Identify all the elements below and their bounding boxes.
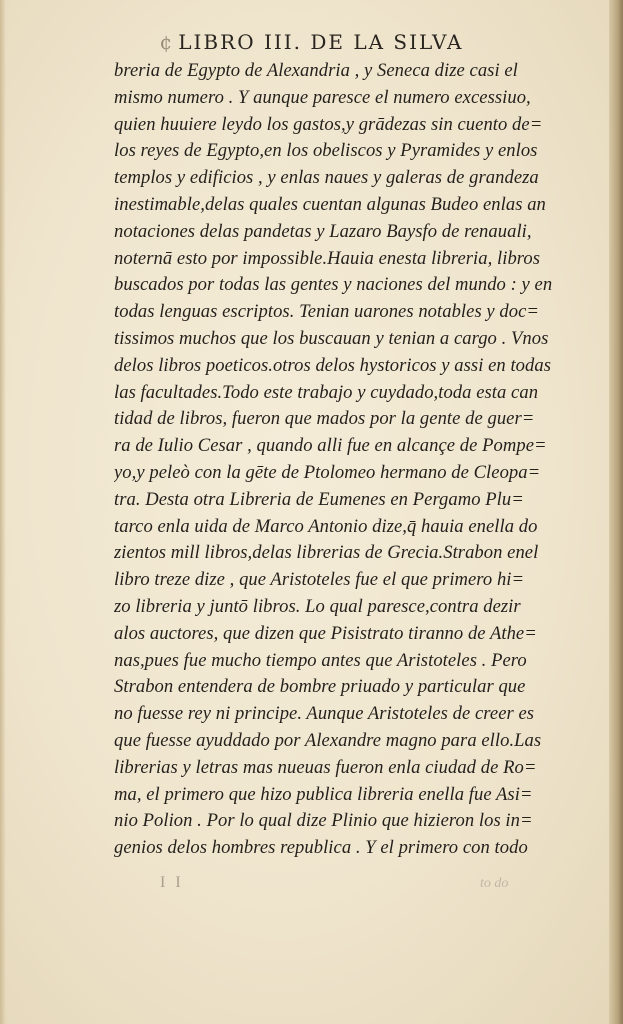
text-line: alos auctores, que dizen que Pisistrato tiranno de Athe= [114,622,537,644]
text-line: no fuesse rey ni principe. Aunque Aristoteles de creer es [114,703,535,725]
text-line: librerias y letras mas nueuas fueron enla ciudad de Ro= [114,756,537,778]
text-line: nas,pues fue mucho tiempo antes que Aristoteles . Pero [114,649,527,671]
page-binding-edge [609,0,623,1024]
text-line: zo libreria y juntō libros. Lo qual paresce,contra dezir [114,595,521,617]
text-line: que fuesse ayuddado por Alexandre magno para ello.Las [114,729,542,751]
text-line: quien huuiere leydo los gastos,y grādezas sin cuento de= [114,113,543,135]
running-head [0,30,623,54]
text-block [114,58,594,862]
text-line: buscados por todas las gentes y naciones del mundo : y en [114,274,553,296]
text-line: genios delos hombres republica . Y el primero con todo [114,837,528,859]
text-line: tarco enla uida de Marco Antonio dize,q̄ hauia enella do [114,515,538,537]
text-line: tra. Desta otra Libreria de Eumenes en Pergamo Plu= [114,488,524,510]
text-line: los reyes de Egypto,en los obeliscos y Pyramides y enlos [114,140,538,162]
text-line: tissimos muchos que los buscauan y tenian a cargo . Vnos [114,327,549,349]
text-line: noternā esto por impossible.Hauia enesta libreria, libros [114,247,541,269]
text-line: todas lenguas escriptos. Tenian uarones notables y doc= [114,301,540,323]
text-line: zientos mill libros,delas librerias de Grecia.Strabon enel [114,542,539,564]
text-line: tidad de libros, fueron que mados por la gente de guer= [114,408,535,430]
text-line: delos libros poeticos.otros delos hystoricos y assi en todas [114,354,552,376]
text-line: inestimable,delas quales cuentan algunas Budeo enlas an [114,193,546,215]
running-head-prefix: ¢ [159,30,173,54]
text-line: breria de Egypto de Alexandria , y Seneca dize casi el [114,60,518,81]
text-line: libro treze dize , que Aristoteles fue el que primero hi= [114,569,525,591]
text-line: nio Polion . Por lo qual dize Plinio que hizieron los in= [114,810,533,832]
signature-mark: I I [160,874,184,891]
text-line: ra de Iulio Cesar , quando alli fue en alcançe de Pompe= [114,435,547,457]
page-left-edge [0,0,6,1024]
text-line: notaciones delas pandetas y Lazaro Baysfo de renauali, [114,220,532,242]
text-line: mismo numero . Y aunque paresce el numero excessiuo, [114,86,531,108]
catchword: to do [480,876,509,891]
text-line: templos y edificios , y enlas naues y galeras de grandeza [114,167,539,189]
text-line: yo,y peleò con la gēte de Ptolomeo hermano de Cleopa= [114,461,541,483]
text-line: ma, el primero que hizo publica libreria enella fue Asi= [114,783,533,805]
text-line: Strabon entendera de bombre priuado y particular que [114,676,526,698]
running-head-title: LIBRO III. DE LA SILVA [178,30,464,54]
text-line: las facultades.Todo este trabajo y cuydado,toda esta can [114,381,539,403]
